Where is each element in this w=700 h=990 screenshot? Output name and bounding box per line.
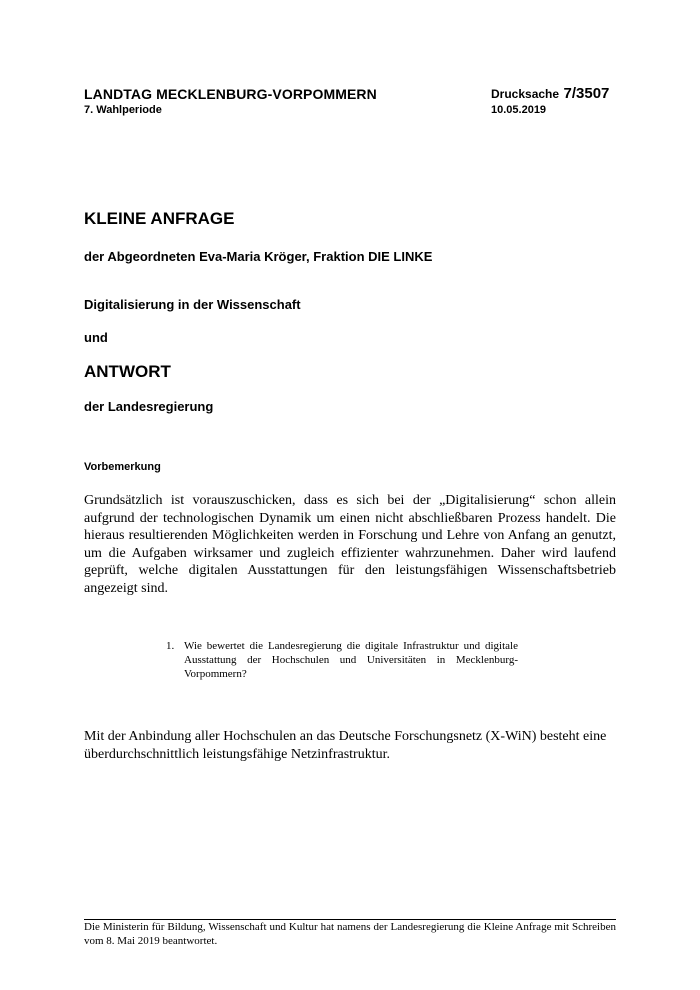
responder-line: der Landesregierung — [84, 399, 214, 414]
footer-note: Die Ministerin für Bildung, Wissenschaft und Kultur hat namens der Landesregierung die Kleine Anfrage mit Schreiben vom 8. Mai 2019 beantwortet. — [84, 921, 616, 947]
drucksache-number: 7/3507 — [563, 85, 610, 102]
question-text: Wie bewertet die Landesregierung die digitale Infrastruktur und digitale Ausstattung der Hochschulen und Universitäten in Mecklenburg-Vorpommern? — [184, 640, 518, 680]
drucksache — [491, 86, 609, 102]
footer-divider — [84, 919, 616, 920]
vorbemerkung-paragraph: Grundsätzlich ist vorauszuschicken, dass es sich bei der „Digitalisierung“ schon allein aufgrund der technologischen Dynamik um einen nicht abschließbaren Prozess handelt. Die hieraus resultierenden Möglichkeiten werden in Forschung und Lehre von Anfang an genutzt, um die Aufgaben wirksamer und zugleich effizienter wahrzunehmen. Daher wird laufend geprüft, welche digitalen Ausstattungen für den leistungsfähigen Wissenschaftsbetrieb angezeigt sind. — [84, 493, 616, 596]
author-line: der Abgeordneten Eva-Maria Kröger, Fraktion DIE LINKE — [84, 249, 433, 264]
document-header-right — [491, 86, 609, 117]
question-1 — [166, 639, 518, 681]
legislative-period: 7. Wahlperiode — [84, 104, 162, 116]
subject-line: Digitalisierung in der Wissenschaft — [84, 297, 301, 312]
document-header-left — [84, 86, 377, 117]
drucksache-label: Drucksache — [491, 87, 560, 101]
document-date: 10.05.2019 — [491, 104, 547, 116]
question-number: 1. — [166, 640, 175, 652]
und-line: und — [84, 330, 108, 345]
vorbemerkung-heading: Vorbemerkung — [84, 461, 161, 473]
kleine-anfrage-heading: KLEINE ANFRAGE — [84, 209, 235, 228]
parliament-name: LANDTAG MECKLENBURG-VORPOMMERN — [84, 86, 377, 102]
answer-1-paragraph: Mit der Anbindung aller Hochschulen an das Deutsche Forschungsnetz (X-WiN) besteht eine überdurchschnittlich leistungsfähige Netzinfrastruktur. — [84, 729, 607, 762]
antwort-heading: ANTWORT — [84, 362, 171, 381]
